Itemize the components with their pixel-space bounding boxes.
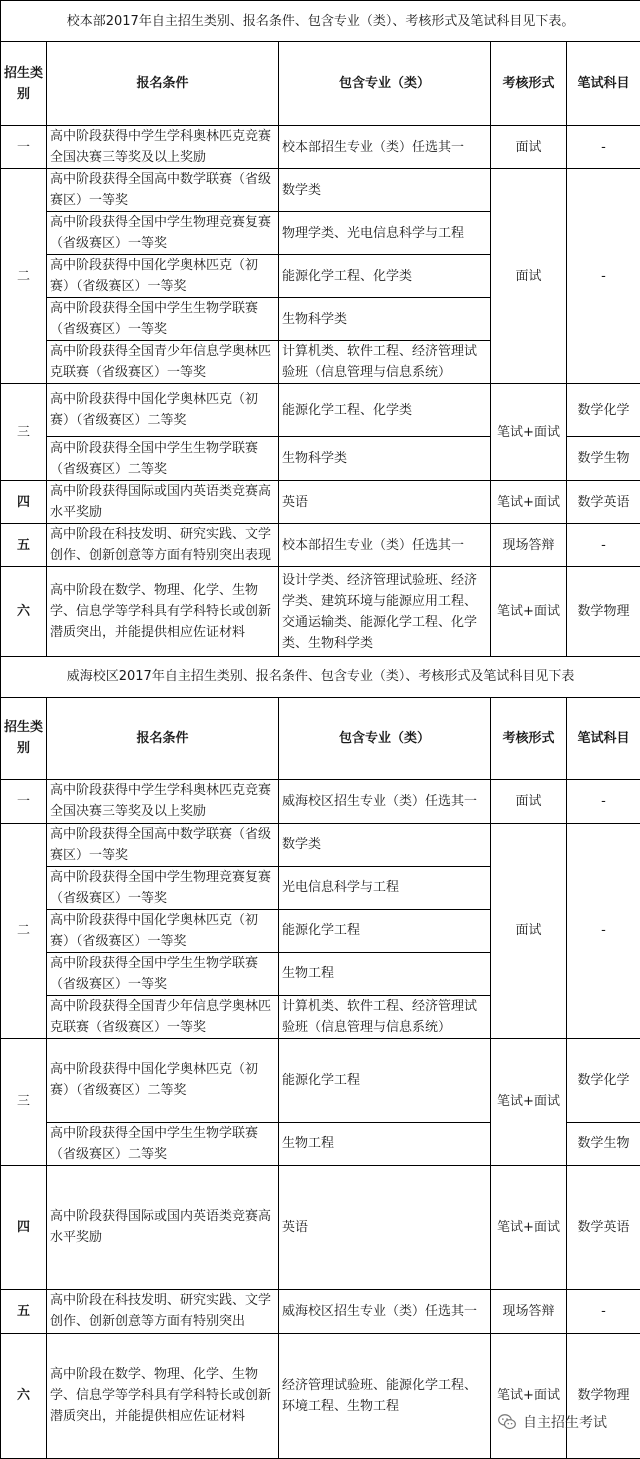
category-cell: 四 [1,481,47,524]
condition-cell: 高中阶段在数学、物理、化学、生物学、信息学等学科具有学科特长或创新潜质突出，并能提供相应佐证材料 [47,567,279,657]
wechat-icon [497,1412,517,1432]
header-written: 笔试科目 [567,697,640,779]
table-row [1,524,640,567]
majors-cell: 生物科学类 [279,437,491,481]
written-cell: 数学生物 [567,437,640,481]
condition-cell: 高中阶段获得全国中学生物理竞赛复赛（省级赛区）一等奖 [47,866,279,909]
condition-cell: 高中阶段获得国际或国内英语类竞赛高水平奖励 [47,1165,279,1289]
table-row [1,779,640,823]
majors-cell: 数学类 [279,823,491,866]
majors-cell: 英语 [279,1165,491,1289]
majors-cell: 计算机类、软件工程、经济管理试验班（信息管理与信息系统） [279,341,491,384]
written-cell: - [567,823,640,1038]
category-cell: 二 [1,169,47,384]
majors-cell: 校本部招生专业（类）任选其一 [279,126,491,169]
written-cell: 数学化学 [567,1038,640,1122]
condition-cell: 高中阶段获得全国中学生生物学联赛（省级赛区）一等奖 [47,952,279,995]
majors-cell: 英语 [279,481,491,524]
majors-cell: 威海校区招生专业（类）任选其一 [279,1289,491,1333]
table-title: 威海校区2017年自主招生类别、报名条件、包含专业（类）、考核形式及笔试科目见下表 [1,656,640,697]
majors-cell: 校本部招生专业（类）任选其一 [279,524,491,567]
watermark-text: 自主招生考试 [523,1412,607,1432]
assessment-cell: 现场答辩 [491,524,567,567]
written-cell: 数学化学 [567,384,640,437]
table-weihai-campus [0,656,640,1459]
written-cell: 数学英语 [567,1165,640,1289]
header-condition: 报名条件 [47,697,279,779]
table-title: 校本部2017年自主招生类别、报名条件、包含专业（类）、考核形式及笔试科目见下表。 [1,1,640,42]
condition-cell: 高中阶段获得国际或国内英语类竞赛高水平奖励 [47,481,279,524]
header-category: 招生类别 [1,42,47,126]
header-written: 笔试科目 [567,42,640,126]
condition-cell: 高中阶段获得全国中学生生物学联赛（省级赛区）二等奖 [47,1122,279,1165]
majors-cell: 物理学类、光电信息科学与工程 [279,212,491,255]
majors-cell: 能源化学工程 [279,1038,491,1122]
majors-cell: 计算机类、软件工程、经济管理试验班（信息管理与信息系统） [279,995,491,1038]
header-assessment: 考核形式 [491,42,567,126]
header-category: 招生类别 [1,697,47,779]
assessment-cell: 笔试+面试 [491,384,567,481]
table-row [1,1289,640,1333]
written-cell: 数学生物 [567,1122,640,1165]
assessment-cell: 笔试+面试 [491,481,567,524]
majors-cell: 生物科学类 [279,298,491,341]
condition-cell: 高中阶段获得全国中学生生物学联赛（省级赛区）一等奖 [47,298,279,341]
condition-cell: 高中阶段在科技发明、研究实践、文学创作、创新创意等方面有特别突出 [47,1289,279,1333]
majors-cell: 生物工程 [279,1122,491,1165]
header-assessment: 考核形式 [491,697,567,779]
assessment-cell: 现场答辩 [491,1289,567,1333]
header-majors: 包含专业（类） [279,42,491,126]
majors-cell: 能源化学工程、化学类 [279,255,491,298]
assessment-cell: 笔试+面试 [491,567,567,657]
assessment-cell: 面试 [491,126,567,169]
category-cell: 一 [1,126,47,169]
condition-cell: 高中阶段获得全国中学生物理竞赛复赛（省级赛区）一等奖 [47,212,279,255]
written-cell: - [567,126,640,169]
table-row [1,126,640,169]
condition-cell: 高中阶段获得全国高中数学联赛（省级赛区）一等奖 [47,169,279,212]
category-cell: 三 [1,1038,47,1165]
condition-cell: 高中阶段获得全国青少年信息学奥林匹克联赛（省级赛区）一等奖 [47,341,279,384]
majors-cell: 设计学类、经济管理试验班、经济学类、建筑环境与能源应用工程、交通运输类、能源化学工程、化学类、生物科学类 [279,567,491,657]
table-main-campus [0,0,640,657]
category-cell: 五 [1,1289,47,1333]
written-cell: - [567,169,640,384]
condition-cell: 高中阶段获得全国高中数学联赛（省级赛区）一等奖 [47,823,279,866]
table-row [1,1333,640,1458]
written-cell: - [567,1289,640,1333]
written-cell: - [567,779,640,823]
majors-cell: 经济管理试验班、能源化学工程、环境工程、生物工程 [279,1333,491,1458]
table-row [1,1165,640,1289]
written-cell: 数学物理 [567,567,640,657]
assessment-cell: 面试 [491,823,567,1038]
written-cell: 数学英语 [567,481,640,524]
assessment-cell: 笔试+面试 [491,1165,567,1289]
table-row [1,169,640,212]
condition-cell: 高中阶段获得中学生学科奥林匹克竞赛全国决赛三等奖及以上奖励 [47,779,279,823]
table-row [1,823,640,866]
written-cell: 数学物理 [567,1333,640,1458]
condition-cell: 高中阶段在数学、物理、化学、生物学、信息学等学科具有学科特长或创新潜质突出，并能提供相应佐证材料 [47,1333,279,1458]
category-cell: 五 [1,524,47,567]
category-cell: 二 [1,823,47,1038]
condition-cell: 高中阶段获得全国青少年信息学奥林匹克联赛（省级赛区）一等奖 [47,995,279,1038]
header-condition: 报名条件 [47,42,279,126]
table-row [1,481,640,524]
assessment-cell: 笔试+面试 [491,1333,567,1458]
category-cell: 三 [1,384,47,481]
condition-cell: 高中阶段获得中国化学奥林匹克（初赛）（省级赛区）一等奖 [47,255,279,298]
assessment-cell: 笔试+面试 [491,1038,567,1165]
watermark [497,1410,637,1434]
table-row [1,1038,640,1122]
assessment-cell: 面试 [491,169,567,384]
assessment-cell: 面试 [491,779,567,823]
header-majors: 包含专业（类） [279,697,491,779]
majors-cell: 光电信息科学与工程 [279,866,491,909]
table-row [1,384,640,437]
majors-cell: 数学类 [279,169,491,212]
majors-cell: 生物工程 [279,952,491,995]
condition-cell: 高中阶段获得中国化学奥林匹克（初赛）（省级赛区）二等奖 [47,384,279,437]
category-cell: 一 [1,779,47,823]
table-row [1,567,640,657]
condition-cell: 高中阶段获得中国化学奥林匹克（初赛）（省级赛区）二等奖 [47,1038,279,1122]
category-cell: 六 [1,1333,47,1458]
majors-cell: 能源化学工程 [279,909,491,952]
condition-cell: 高中阶段获得全国中学生生物学联赛（省级赛区）二等奖 [47,437,279,481]
condition-cell: 高中阶段在科技发明、研究实践、文学创作、创新创意等方面有特别突出表现 [47,524,279,567]
majors-cell: 能源化学工程、化学类 [279,384,491,437]
written-cell: - [567,524,640,567]
condition-cell: 高中阶段获得中学生学科奥林匹克竞赛全国决赛三等奖及以上奖励 [47,126,279,169]
category-cell: 四 [1,1165,47,1289]
category-cell: 六 [1,567,47,657]
majors-cell: 威海校区招生专业（类）任选其一 [279,779,491,823]
condition-cell: 高中阶段获得中国化学奥林匹克（初赛）（省级赛区）一等奖 [47,909,279,952]
